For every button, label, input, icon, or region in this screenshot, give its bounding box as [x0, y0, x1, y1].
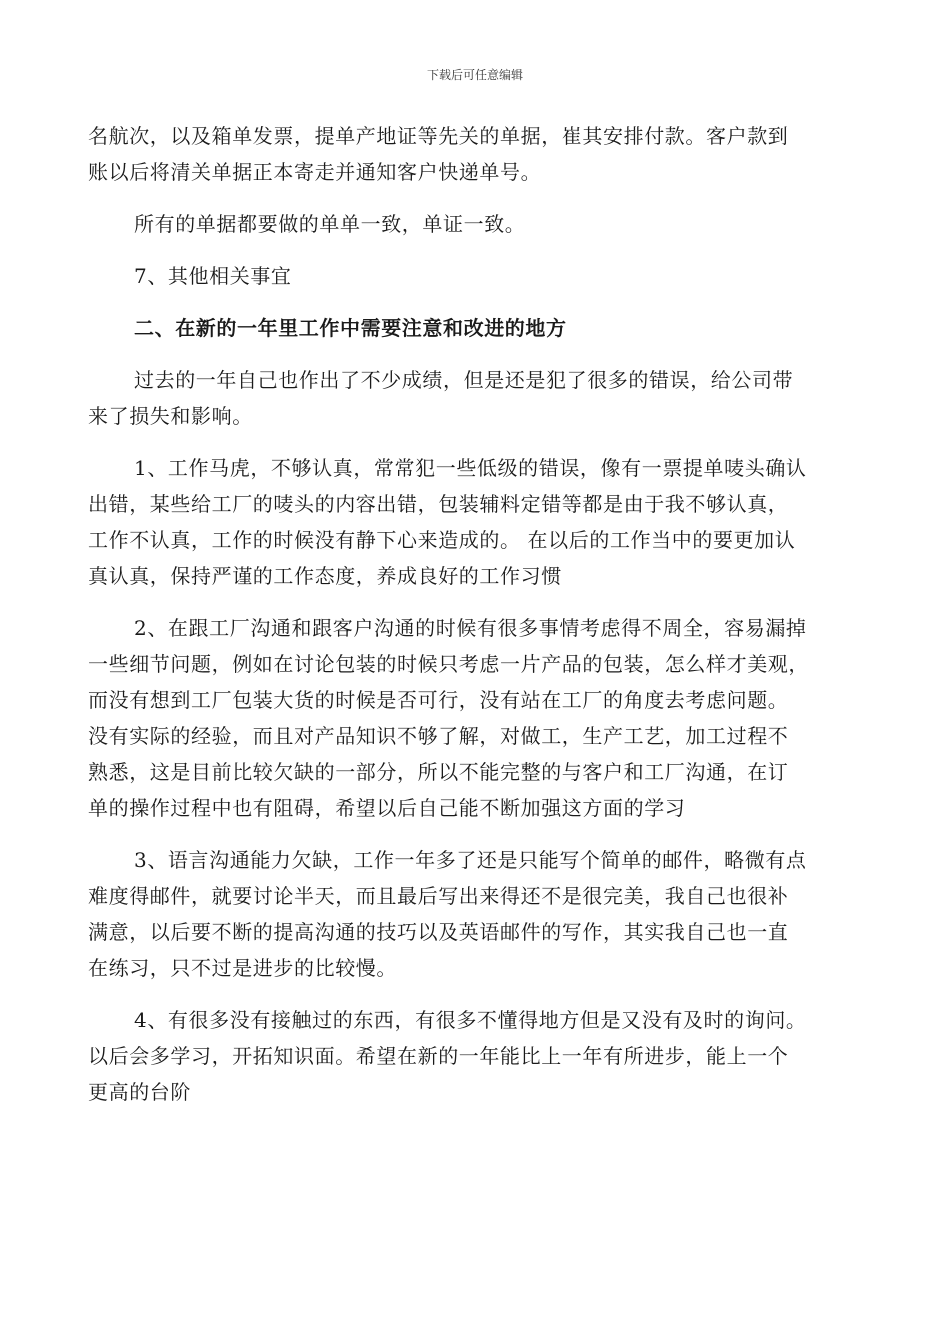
text-line: 账以后将清关单据正本寄走并通知客户快递单号。 — [88, 160, 542, 184]
text-line: 更高的台阶 — [88, 1080, 191, 1104]
page-header: 下载后可任意编辑 — [426, 68, 523, 82]
text-line: 1、工作马虎，不够认真，常常犯一些低级的错误，像有一票提单唛头确认 — [134, 456, 807, 480]
text-line: 名航次，以及箱单发票，提单产地证等先关的单据，崔其安排付款。客户款到 — [88, 124, 789, 148]
paragraph — [88, 258, 863, 294]
text-line: 所有的单据都要做的单单一致，单证一致。 — [134, 212, 526, 236]
paragraph — [88, 1002, 863, 1110]
text-line: 过去的一年自己也作出了不少成绩，但是还是犯了很多的错误，给公司带 — [134, 368, 794, 392]
paragraph — [88, 842, 863, 986]
text-line: 熟悉，这是目前比较欠缺的一部分，所以不能完整的与客户和工厂沟通，在订 — [88, 760, 789, 784]
text-line: 真认真，保持严谨的工作态度，养成良好的工作习惯 — [88, 564, 562, 588]
paragraph — [88, 118, 863, 190]
text-line: 难度得邮件，就要讨论半天，而且最后写出来得还不是很完美，我自己也很补 — [88, 884, 789, 908]
text-line: 单的操作过程中也有阻碍，希望以后自己能不断加强这方面的学习 — [88, 796, 686, 820]
text-line: 7、其他相关事宜 — [134, 264, 292, 288]
text-line: 以后会多学习，开拓知识面。希望在新的一年能比上一年有所进步，能上一个 — [88, 1044, 789, 1068]
text-line: 3、语言沟通能力欠缺，工作一年多了还是只能写个简单的邮件，略微有点 — [134, 848, 807, 872]
text-line: 出错，某些给工厂的唛头的内容出错，包装辅料定错等都是由于我不够认真， — [88, 492, 789, 516]
document-body — [88, 118, 863, 1110]
text-line: 在练习，只不过是进步的比较慢。 — [88, 956, 397, 980]
text-line: 而没有想到工厂包装大货的时候是否可行，没有站在工厂的角度去考虑问题。 — [88, 688, 789, 712]
text-line: 2、在跟工厂沟通和跟客户沟通的时候有很多事情考虑得不周全，容易漏掉 — [134, 616, 807, 640]
paragraph — [88, 206, 863, 242]
text-line: 来了损失和影响。 — [88, 404, 253, 428]
paragraph — [88, 610, 863, 826]
text-line: 一些细节问题，例如在讨论包装的时候只考虑一片产品的包装，怎么样才美观， — [88, 652, 809, 676]
paragraph — [88, 362, 863, 434]
text-line: 满意，以后要不断的提高沟通的技巧以及英语邮件的写作，其实我自己也一直 — [88, 920, 789, 944]
section-heading — [88, 310, 863, 346]
paragraph — [88, 450, 863, 594]
text-line: 工作不认真，工作的时候没有静下心来造成的。 在以后的工作当中的要更加认 — [88, 528, 796, 552]
text-line: 没有实际的经验，而且对产品知识不够了解，对做工，生产工艺，加工过程不 — [88, 724, 789, 748]
heading-line: 二、在新的一年里工作中需要注意和改进的地方 — [134, 316, 567, 340]
text-line: 4、有很多没有接触过的东西，有很多不懂得地方但是又没有及时的询问。 — [134, 1008, 807, 1032]
